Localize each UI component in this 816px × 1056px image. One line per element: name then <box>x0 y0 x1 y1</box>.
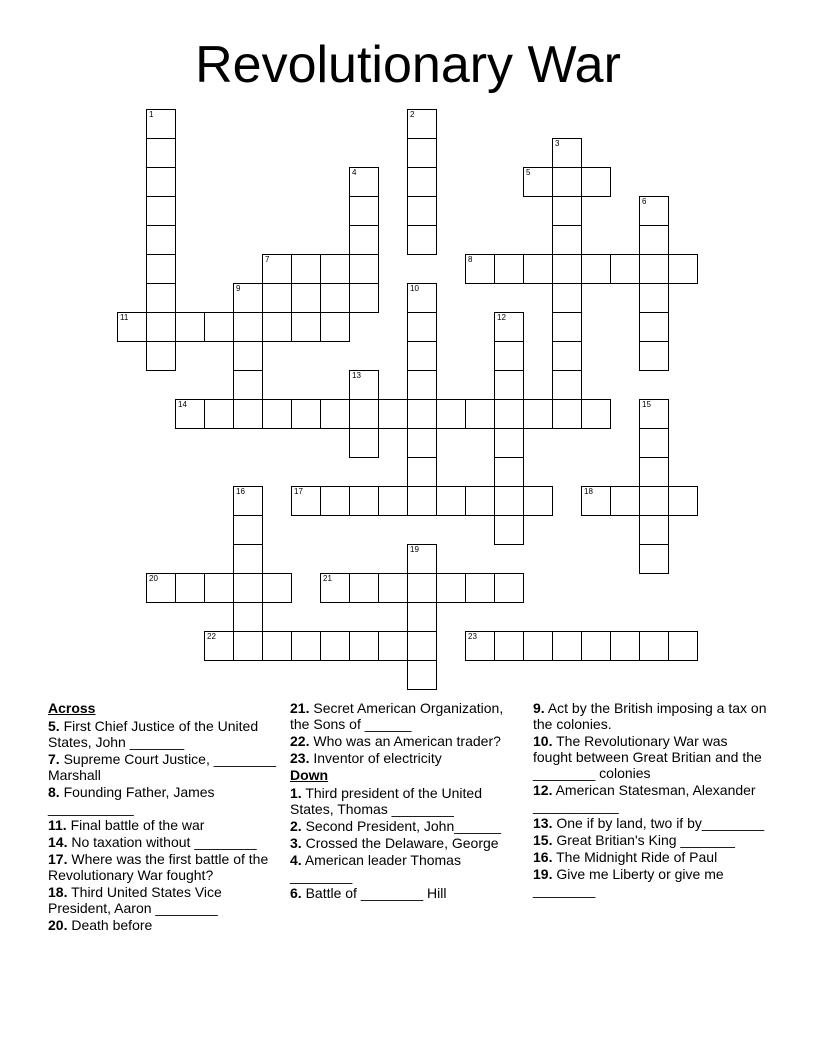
grid-cell[interactable] <box>378 486 408 516</box>
grid-cell[interactable] <box>668 631 698 661</box>
grid-cell[interactable] <box>494 573 524 603</box>
grid-cell[interactable] <box>494 254 524 284</box>
cell-number: 22 <box>207 632 216 641</box>
grid-cell[interactable] <box>552 370 582 400</box>
grid-cell[interactable] <box>494 312 524 342</box>
grid-cell[interactable] <box>581 399 611 429</box>
grid-cell[interactable] <box>146 254 176 284</box>
clue-down-9: 9. Act by the British imposing a tax on the colonies. <box>533 700 767 732</box>
grid-cell[interactable] <box>320 573 350 603</box>
grid-cell[interactable] <box>465 631 495 661</box>
cell-number: 16 <box>236 487 245 496</box>
grid-cell[interactable] <box>494 341 524 371</box>
grid-cell[interactable] <box>523 631 553 661</box>
grid-cell[interactable] <box>146 283 176 313</box>
cell-number: 11 <box>120 313 129 322</box>
grid-cell[interactable] <box>552 196 582 226</box>
grid-cell[interactable] <box>146 196 176 226</box>
grid-cell[interactable] <box>349 225 379 255</box>
clue-across-5: 5. First Chief Justice of the United States, John _______ <box>48 718 259 750</box>
grid-cell[interactable] <box>378 399 408 429</box>
grid-cell[interactable] <box>407 283 437 313</box>
clue-across-8: 8. Founding Father, James ___________ <box>48 784 215 816</box>
grid-cell[interactable] <box>349 399 379 429</box>
grid-cell[interactable] <box>320 486 350 516</box>
grid-cell[interactable] <box>233 399 263 429</box>
grid-cell[interactable] <box>320 312 350 342</box>
down-header: Down <box>290 767 329 783</box>
clue-column-1 <box>48 700 284 934</box>
grid-cell[interactable] <box>465 486 495 516</box>
grid-cell[interactable] <box>262 399 292 429</box>
grid-cell[interactable] <box>407 109 437 139</box>
grid-cell[interactable] <box>175 399 205 429</box>
grid-cell[interactable] <box>407 167 437 197</box>
cell-number: 19 <box>410 545 419 554</box>
grid-cell[interactable] <box>436 486 466 516</box>
grid-cell[interactable] <box>233 341 263 371</box>
grid-cell[interactable] <box>552 399 582 429</box>
clue-down-10: 10. The Revolutionary War was fought between Great Britian and the ________ colonies <box>533 733 762 781</box>
grid-cell[interactable] <box>552 254 582 284</box>
cell-number: 5 <box>526 168 531 177</box>
grid-cell[interactable] <box>407 196 437 226</box>
cell-number: 4 <box>352 168 357 177</box>
grid-cell[interactable] <box>581 631 611 661</box>
grid-cell[interactable] <box>494 370 524 400</box>
clue-across-11: 11. Final battle of the war <box>48 817 205 833</box>
grid-cell[interactable] <box>262 254 292 284</box>
grid-cell[interactable] <box>465 399 495 429</box>
grid-cell[interactable] <box>639 196 669 226</box>
grid-cell[interactable] <box>552 312 582 342</box>
grid-cell[interactable] <box>233 312 263 342</box>
grid-cell[interactable] <box>407 341 437 371</box>
grid-cell[interactable] <box>407 138 437 168</box>
grid-cell[interactable] <box>291 254 321 284</box>
grid-cell[interactable] <box>407 399 437 429</box>
grid-cell[interactable] <box>204 573 234 603</box>
grid-cell[interactable] <box>436 573 466 603</box>
grid-cell[interactable] <box>378 573 408 603</box>
grid-cell[interactable] <box>494 457 524 487</box>
grid-cell[interactable] <box>146 312 176 342</box>
clue-down-6: 6. Battle of ________ Hill <box>290 885 447 901</box>
grid-cell[interactable] <box>291 486 321 516</box>
grid-cell[interactable] <box>291 399 321 429</box>
grid-cell[interactable] <box>581 486 611 516</box>
grid-cell[interactable] <box>320 283 350 313</box>
grid-cell[interactable] <box>349 428 379 458</box>
clue-across-20: 20. Death before <box>48 917 153 933</box>
grid-cell[interactable] <box>523 254 553 284</box>
cell-number: 14 <box>178 400 187 409</box>
grid-cell[interactable] <box>523 167 553 197</box>
grid-cell[interactable] <box>233 631 263 661</box>
clue-across-21: 21. Secret American Organization, the Sons of ______ <box>290 700 504 732</box>
clue-down-13: 13. One if by land, two if by________ <box>533 815 765 831</box>
grid-cell[interactable] <box>465 254 495 284</box>
grid-cell[interactable] <box>552 631 582 661</box>
grid-cell[interactable] <box>639 312 669 342</box>
grid-cell[interactable] <box>320 399 350 429</box>
grid-cell[interactable] <box>349 631 379 661</box>
grid-cell[interactable] <box>320 631 350 661</box>
grid-cell[interactable] <box>146 225 176 255</box>
cell-number: 21 <box>323 574 332 583</box>
grid-cell[interactable] <box>407 370 437 400</box>
grid-cell[interactable] <box>233 370 263 400</box>
cell-number: 18 <box>584 487 593 496</box>
grid-cell[interactable] <box>639 283 669 313</box>
grid-cell[interactable] <box>233 544 263 574</box>
clue-down-3: 3. Crossed the Delaware, George <box>290 835 499 851</box>
cell-number: 6 <box>642 197 647 206</box>
clue-down-4: 4. American leader Thomas ________ <box>290 852 461 884</box>
clue-column-3 <box>533 700 769 899</box>
grid-cell[interactable] <box>349 196 379 226</box>
grid-cell[interactable] <box>262 283 292 313</box>
grid-cell[interactable] <box>291 283 321 313</box>
grid-cell[interactable] <box>233 283 263 313</box>
grid-cell[interactable] <box>291 312 321 342</box>
clue-across-14: 14. No taxation without ________ <box>48 834 257 850</box>
grid-cell[interactable] <box>494 399 524 429</box>
grid-cell[interactable] <box>610 254 640 284</box>
grid-cell[interactable] <box>639 631 669 661</box>
grid-cell[interactable] <box>146 167 176 197</box>
grid-cell[interactable] <box>146 573 176 603</box>
clue-across-7: 7. Supreme Court Justice, ________ Marshall <box>48 751 277 783</box>
grid-cell[interactable] <box>610 486 640 516</box>
clue-across-22: 22. Who was an American trader? <box>290 733 501 749</box>
grid-cell[interactable] <box>349 486 379 516</box>
cell-number: 9 <box>236 284 241 293</box>
cell-number: 13 <box>352 371 361 380</box>
grid-cell[interactable] <box>146 341 176 371</box>
grid-cell[interactable] <box>233 486 263 516</box>
grid-cell[interactable] <box>262 573 292 603</box>
grid-cell[interactable] <box>494 428 524 458</box>
clue-down-1: 1. Third president of the United States, Thomas ________ <box>290 785 482 817</box>
grid-cell[interactable] <box>668 254 698 284</box>
grid-cell[interactable] <box>262 312 292 342</box>
clue-down-16: 16. The Midnight Ride of Paul <box>533 849 718 865</box>
grid-cell[interactable] <box>494 515 524 545</box>
grid-cell[interactable] <box>552 138 582 168</box>
grid-cell[interactable] <box>465 573 495 603</box>
grid-cell[interactable] <box>407 631 437 661</box>
grid-cell[interactable] <box>523 399 553 429</box>
grid-cell[interactable] <box>639 254 669 284</box>
cell-number: 20 <box>149 574 158 583</box>
cell-number: 7 <box>265 255 270 264</box>
cell-number: 2 <box>410 110 415 119</box>
clue-across-18: 18. Third United States Vice President, Aaron ________ <box>48 884 222 916</box>
grid-cell[interactable] <box>407 457 437 487</box>
grid-cell[interactable] <box>204 312 234 342</box>
grid-cell[interactable] <box>610 631 640 661</box>
grid-cell[interactable] <box>407 573 437 603</box>
grid-cell[interactable] <box>233 515 263 545</box>
grid-cell[interactable] <box>117 312 147 342</box>
clue-down-12: 12. American Statesman, Alexander ___________ <box>533 782 756 814</box>
grid-cell[interactable] <box>146 109 176 139</box>
grid-cell[interactable] <box>668 486 698 516</box>
cell-number: 1 <box>149 110 154 119</box>
cell-number: 12 <box>497 313 506 322</box>
grid-cell[interactable] <box>349 167 379 197</box>
cell-number: 3 <box>555 139 560 148</box>
grid-cell[interactable] <box>378 631 408 661</box>
grid-cell[interactable] <box>233 602 263 632</box>
cell-number: 15 <box>642 400 651 409</box>
clue-column-2 <box>290 700 526 902</box>
grid-cell[interactable] <box>639 341 669 371</box>
grid-cell[interactable] <box>552 225 582 255</box>
grid-cell[interactable] <box>349 370 379 400</box>
grid-cell[interactable] <box>146 138 176 168</box>
cell-number: 8 <box>468 255 473 264</box>
grid-cell[interactable] <box>349 283 379 313</box>
grid-cell[interactable] <box>639 428 669 458</box>
clue-across-17: 17. Where was the first battle of the Revolutionary War fought? <box>48 851 269 883</box>
grid-cell[interactable] <box>494 631 524 661</box>
grid-cell[interactable] <box>291 631 321 661</box>
grid-cell[interactable] <box>639 515 669 545</box>
grid-cell[interactable] <box>436 399 466 429</box>
clue-down-19: 19. Give me Liberty or give me ________ <box>533 866 724 898</box>
grid-cell[interactable] <box>320 254 350 284</box>
cell-number: 17 <box>294 487 303 496</box>
grid-cell[interactable] <box>349 573 379 603</box>
grid-cell[interactable] <box>407 544 437 574</box>
grid-cell[interactable] <box>262 631 292 661</box>
grid-cell[interactable] <box>552 341 582 371</box>
grid-cell[interactable] <box>552 167 582 197</box>
grid-cell[interactable] <box>175 573 205 603</box>
grid-cell[interactable] <box>407 602 437 632</box>
grid-cell[interactable] <box>407 225 437 255</box>
grid-cell[interactable] <box>175 312 205 342</box>
grid-cell[interactable] <box>204 631 234 661</box>
clue-down-2: 2. Second President, John______ <box>290 818 501 834</box>
across-header: Across <box>48 700 96 716</box>
clue-down-15: 15. Great Britian's King _______ <box>533 832 735 848</box>
grid-cell[interactable] <box>407 486 437 516</box>
cell-number: 10 <box>410 284 419 293</box>
grid-cell[interactable] <box>233 573 263 603</box>
grid-cell[interactable] <box>639 486 669 516</box>
grid-cell[interactable] <box>552 283 582 313</box>
grid-cell[interactable] <box>639 399 669 429</box>
grid-cell[interactable] <box>407 428 437 458</box>
grid-cell[interactable] <box>407 312 437 342</box>
clue-across-23: 23. Inventor of electricity <box>290 750 442 766</box>
grid-cell[interactable] <box>639 225 669 255</box>
puzzle-title: Revolutionary War <box>195 36 621 94</box>
grid-cell[interactable] <box>581 167 611 197</box>
grid-cell[interactable] <box>349 254 379 284</box>
grid-cell[interactable] <box>639 457 669 487</box>
grid-cell[interactable] <box>639 544 669 574</box>
grid-cell[interactable] <box>523 486 553 516</box>
cell-number: 23 <box>468 632 477 641</box>
grid-cell[interactable] <box>407 660 437 690</box>
grid-cell[interactable] <box>581 254 611 284</box>
grid-cell[interactable] <box>204 399 234 429</box>
grid-cell[interactable] <box>494 486 524 516</box>
